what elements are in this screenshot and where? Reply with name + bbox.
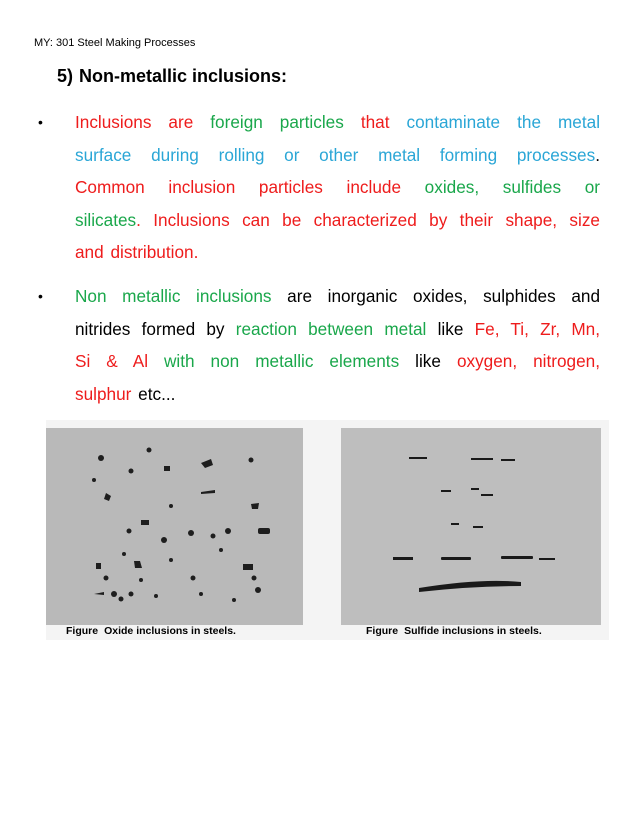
bullet-icon: •	[38, 288, 43, 304]
bullet-icon: •	[38, 114, 43, 130]
bullet-paragraph-1: Inclusions are foreign particles that contaminate the metal surface during rolling or other metal forming processes. Common inclusion particles include oxides, sulfides or silicates. Inclusions can be characterized by their shape, size and distribution.	[75, 112, 601, 262]
bullet-paragraph-2: Non metallic inclusions are inorganic oxides, sulphides and nitrides formed by reaction between metal like Fe, Ti, Zr, Mn, Si & Al with non metallic elements like oxygen, nitrogen, sulphur etc...	[75, 286, 601, 404]
oxide-inclusions-micrograph	[46, 428, 303, 625]
section-heading	[57, 66, 287, 87]
figure-caption-oxide: Figure Oxide inclusions in steels.	[66, 625, 236, 637]
section-number: 5)	[57, 66, 74, 86]
figure-caption-sulfide: Figure Sulfide inclusions in steels.	[366, 625, 542, 637]
section-title: Non-metallic inclusions:	[79, 66, 288, 86]
document-header: MY: 301 Steel Making Processes	[34, 37, 196, 49]
figure-panel	[46, 420, 609, 640]
sulfide-inclusions-micrograph	[341, 428, 601, 625]
